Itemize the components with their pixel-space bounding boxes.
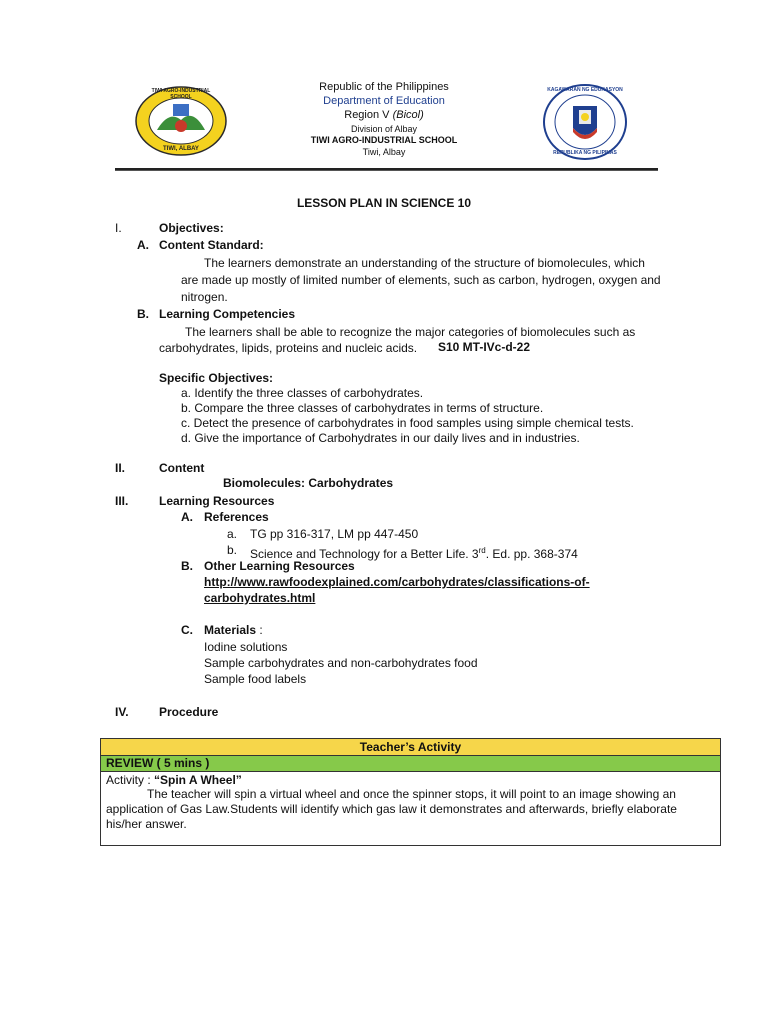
section-heading-content: Content bbox=[159, 461, 205, 475]
competency-text-1: The learners shall be able to recognize the major categories of biomolecules such as bbox=[185, 325, 636, 339]
section-number-content: II. bbox=[115, 461, 126, 475]
deped-seal-text-bottom: REPUBLIKA NG PILIPINAS bbox=[553, 150, 617, 156]
teachers-activity-table bbox=[100, 738, 721, 846]
specific-objective-item: b. Compare the three classes of carbohydrates in terms of structure. bbox=[181, 401, 544, 415]
section-heading-objectives: Objectives: bbox=[159, 221, 224, 235]
resource-letter-a: A. bbox=[181, 510, 193, 524]
reference-textbook-title: Science and Technology for a Better Life. 3 bbox=[250, 547, 479, 561]
subsection-letter-a: A. bbox=[137, 238, 149, 252]
activity-title-line bbox=[106, 773, 242, 787]
material-item: Iodine solutions bbox=[204, 640, 288, 654]
republic-line: Republic of the Philippines bbox=[319, 81, 449, 93]
department-line: Department of Education bbox=[323, 95, 445, 107]
activity-name: “Spin A Wheel” bbox=[154, 773, 242, 787]
reference-letter-a: a. bbox=[227, 527, 238, 541]
school-name-line: TIWI AGRO-INDUSTRIAL SCHOOL bbox=[310, 135, 458, 145]
review-row: REVIEW ( 5 mins ) bbox=[101, 756, 720, 772]
references-heading: References bbox=[204, 510, 269, 524]
section-heading-procedure: Procedure bbox=[159, 705, 219, 719]
activity-description-line-1: The teacher will spin a virtual wheel and once the spinner stops, it will point to an image showing an bbox=[147, 787, 676, 801]
content-standard-text-1: The learners demonstrate an understanding of the structure of biomolecules, which bbox=[204, 256, 645, 270]
section-heading-resources: Learning Resources bbox=[159, 494, 275, 508]
competency-text-2: carbohydrates, lipids, proteins and nucleic acids. bbox=[159, 341, 418, 355]
table-header-row: Teacher’s Activity bbox=[101, 739, 720, 756]
activity-description-line-2: application of Gas Law.Students will identify which gas law it demonstrates and afterwards, briefly elaborate bbox=[106, 802, 677, 816]
reference-textbook-superscript: rd bbox=[478, 546, 486, 555]
school-address-line: Tiwi, Albay bbox=[362, 147, 406, 157]
reference-textbook-pages: . Ed. pp. 368-374 bbox=[485, 547, 578, 561]
specific-objective-item: a. Identify the three classes of carbohydrates. bbox=[181, 386, 424, 400]
material-item: Sample food labels bbox=[204, 672, 307, 686]
subsection-heading-learning-competencies: Learning Competencies bbox=[159, 307, 296, 321]
specific-objective-item: d. Give the importance of Carbohydrates in our daily lives and in industries. bbox=[181, 431, 580, 445]
region-name: (Bicol) bbox=[392, 109, 424, 121]
materials-heading bbox=[204, 623, 263, 638]
resource-link-continued[interactable]: carbohydrates.html bbox=[204, 591, 316, 605]
subsection-heading-content-standard: Content Standard: bbox=[159, 238, 264, 252]
school-seal-text-bottom: TIWI, ALBAY bbox=[163, 146, 199, 152]
deped-seal-text-top: KAGAWARAN NG EDUKASYON bbox=[547, 87, 623, 93]
section-number-procedure: IV. bbox=[115, 705, 129, 719]
activity-label: Activity : bbox=[106, 773, 155, 787]
page-title: LESSON PLAN IN SCIENCE 10 bbox=[296, 196, 472, 210]
competency-code: S10 MT-IVc-d-22 bbox=[438, 340, 531, 354]
section-number-resources: III. bbox=[115, 494, 129, 508]
activity-description-line-3: his/her answer. bbox=[106, 817, 187, 831]
section-number-objectives: I. bbox=[115, 221, 122, 235]
other-resources-heading: Other Learning Resources bbox=[204, 559, 355, 573]
reference-item-tg-lm: TG pp 316-317, LM pp 447-450 bbox=[250, 527, 419, 541]
reference-letter-b: b. bbox=[227, 543, 238, 557]
header-divider bbox=[115, 168, 658, 171]
subsection-letter-b: B. bbox=[137, 307, 149, 321]
region-line bbox=[0, 108, 768, 122]
specific-objective-item: c. Detect the presence of carbohydrates in food samples using simple chemical tests. bbox=[181, 416, 634, 430]
materials-colon: : bbox=[256, 623, 263, 637]
resource-letter-c: C. bbox=[181, 623, 193, 637]
material-item: Sample carbohydrates and non-carbohydrates food bbox=[204, 656, 478, 670]
materials-label: Materials bbox=[204, 623, 257, 637]
resource-letter-b: B. bbox=[181, 559, 193, 573]
division-line: Division of Albay bbox=[350, 124, 418, 134]
region-label: Region V bbox=[344, 109, 393, 121]
content-standard-text-3: nitrogen. bbox=[181, 290, 228, 304]
resource-link[interactable]: http://www.rawfoodexplained.com/carbohydrates/classifications-of- bbox=[204, 575, 590, 589]
content-topic: Biomolecules: Carbohydrates bbox=[223, 476, 394, 490]
content-standard-text-2: are made up mostly of limited number of elements, such as carbon, hydrogen, oxygen and bbox=[181, 273, 661, 287]
school-seal-text-top: TIWI AGRO-INDUSTRIAL SCHOOL bbox=[151, 88, 211, 100]
specific-objectives-heading: Specific Objectives: bbox=[159, 371, 274, 385]
